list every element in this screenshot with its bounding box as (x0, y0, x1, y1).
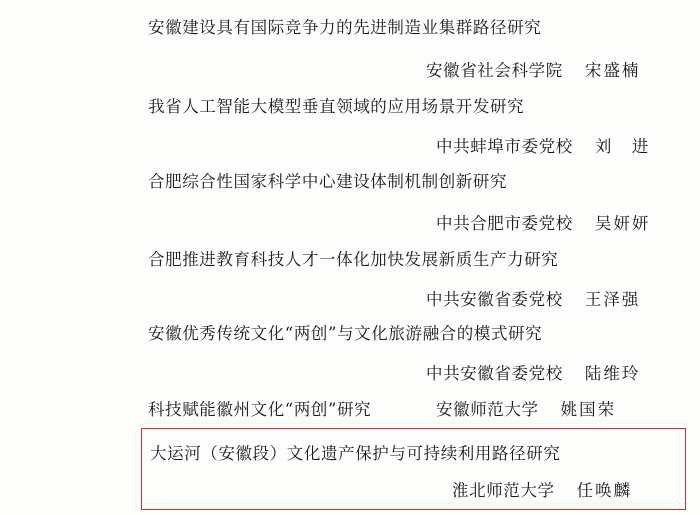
entry-org-1: 安徽省社会科学院 (426, 61, 563, 80)
entry-title-7: 大运河（安徽段）文化遗产保护与可持续利用路径研究 (150, 444, 561, 463)
entry-title-4: 合肥推进教育科技人才一体化加快发展新质生产力研究 (148, 250, 559, 269)
entry-title-1: 安徽建设具有国际竞争力的先进制造业集群路径研究 (148, 18, 542, 37)
entry-credit-3 (436, 210, 650, 234)
entry-credit-6 (436, 396, 616, 420)
entry-person-5: 陆维玲 (584, 364, 641, 383)
entry-title-6: 科技赋能徽州文化“两创”研究 (148, 400, 372, 419)
entry-person-1: 宋盛楠 (584, 61, 641, 80)
entry-org-7: 淮北师范大学 (452, 481, 555, 500)
entry-org-5: 中共安徽省委党校 (426, 364, 563, 383)
entry-title-3: 合肥综合性国家科学中心建设体制机制创新研究 (148, 172, 508, 191)
entry-person-6: 姚国荣 (560, 400, 617, 419)
entry-org-3: 中共合肥市委党校 (436, 214, 573, 233)
entry-person-4: 王泽强 (584, 290, 641, 309)
entry-person-7: 任唤麟 (576, 481, 633, 500)
entry-credit-5 (426, 360, 640, 384)
entry-person-2: 刘 进 (594, 137, 651, 156)
entry-org-4: 中共安徽省委党校 (426, 290, 563, 309)
entry-org-2: 中共蚌埠市委党校 (436, 137, 573, 156)
entry-credit-1 (426, 57, 640, 81)
entry-credit-2 (436, 133, 650, 157)
entry-credit-7 (452, 477, 632, 501)
entry-person-3: 吴妍妍 (594, 214, 651, 233)
entry-credit-4 (426, 286, 640, 310)
entry-title-2: 我省人工智能大模型垂直领域的应用场景开发研究 (148, 97, 525, 116)
entry-title-5: 安徽优秀传统文化“两创”与文化旅游融合的模式研究 (148, 324, 543, 343)
entry-org-6: 安徽师范大学 (436, 400, 539, 419)
